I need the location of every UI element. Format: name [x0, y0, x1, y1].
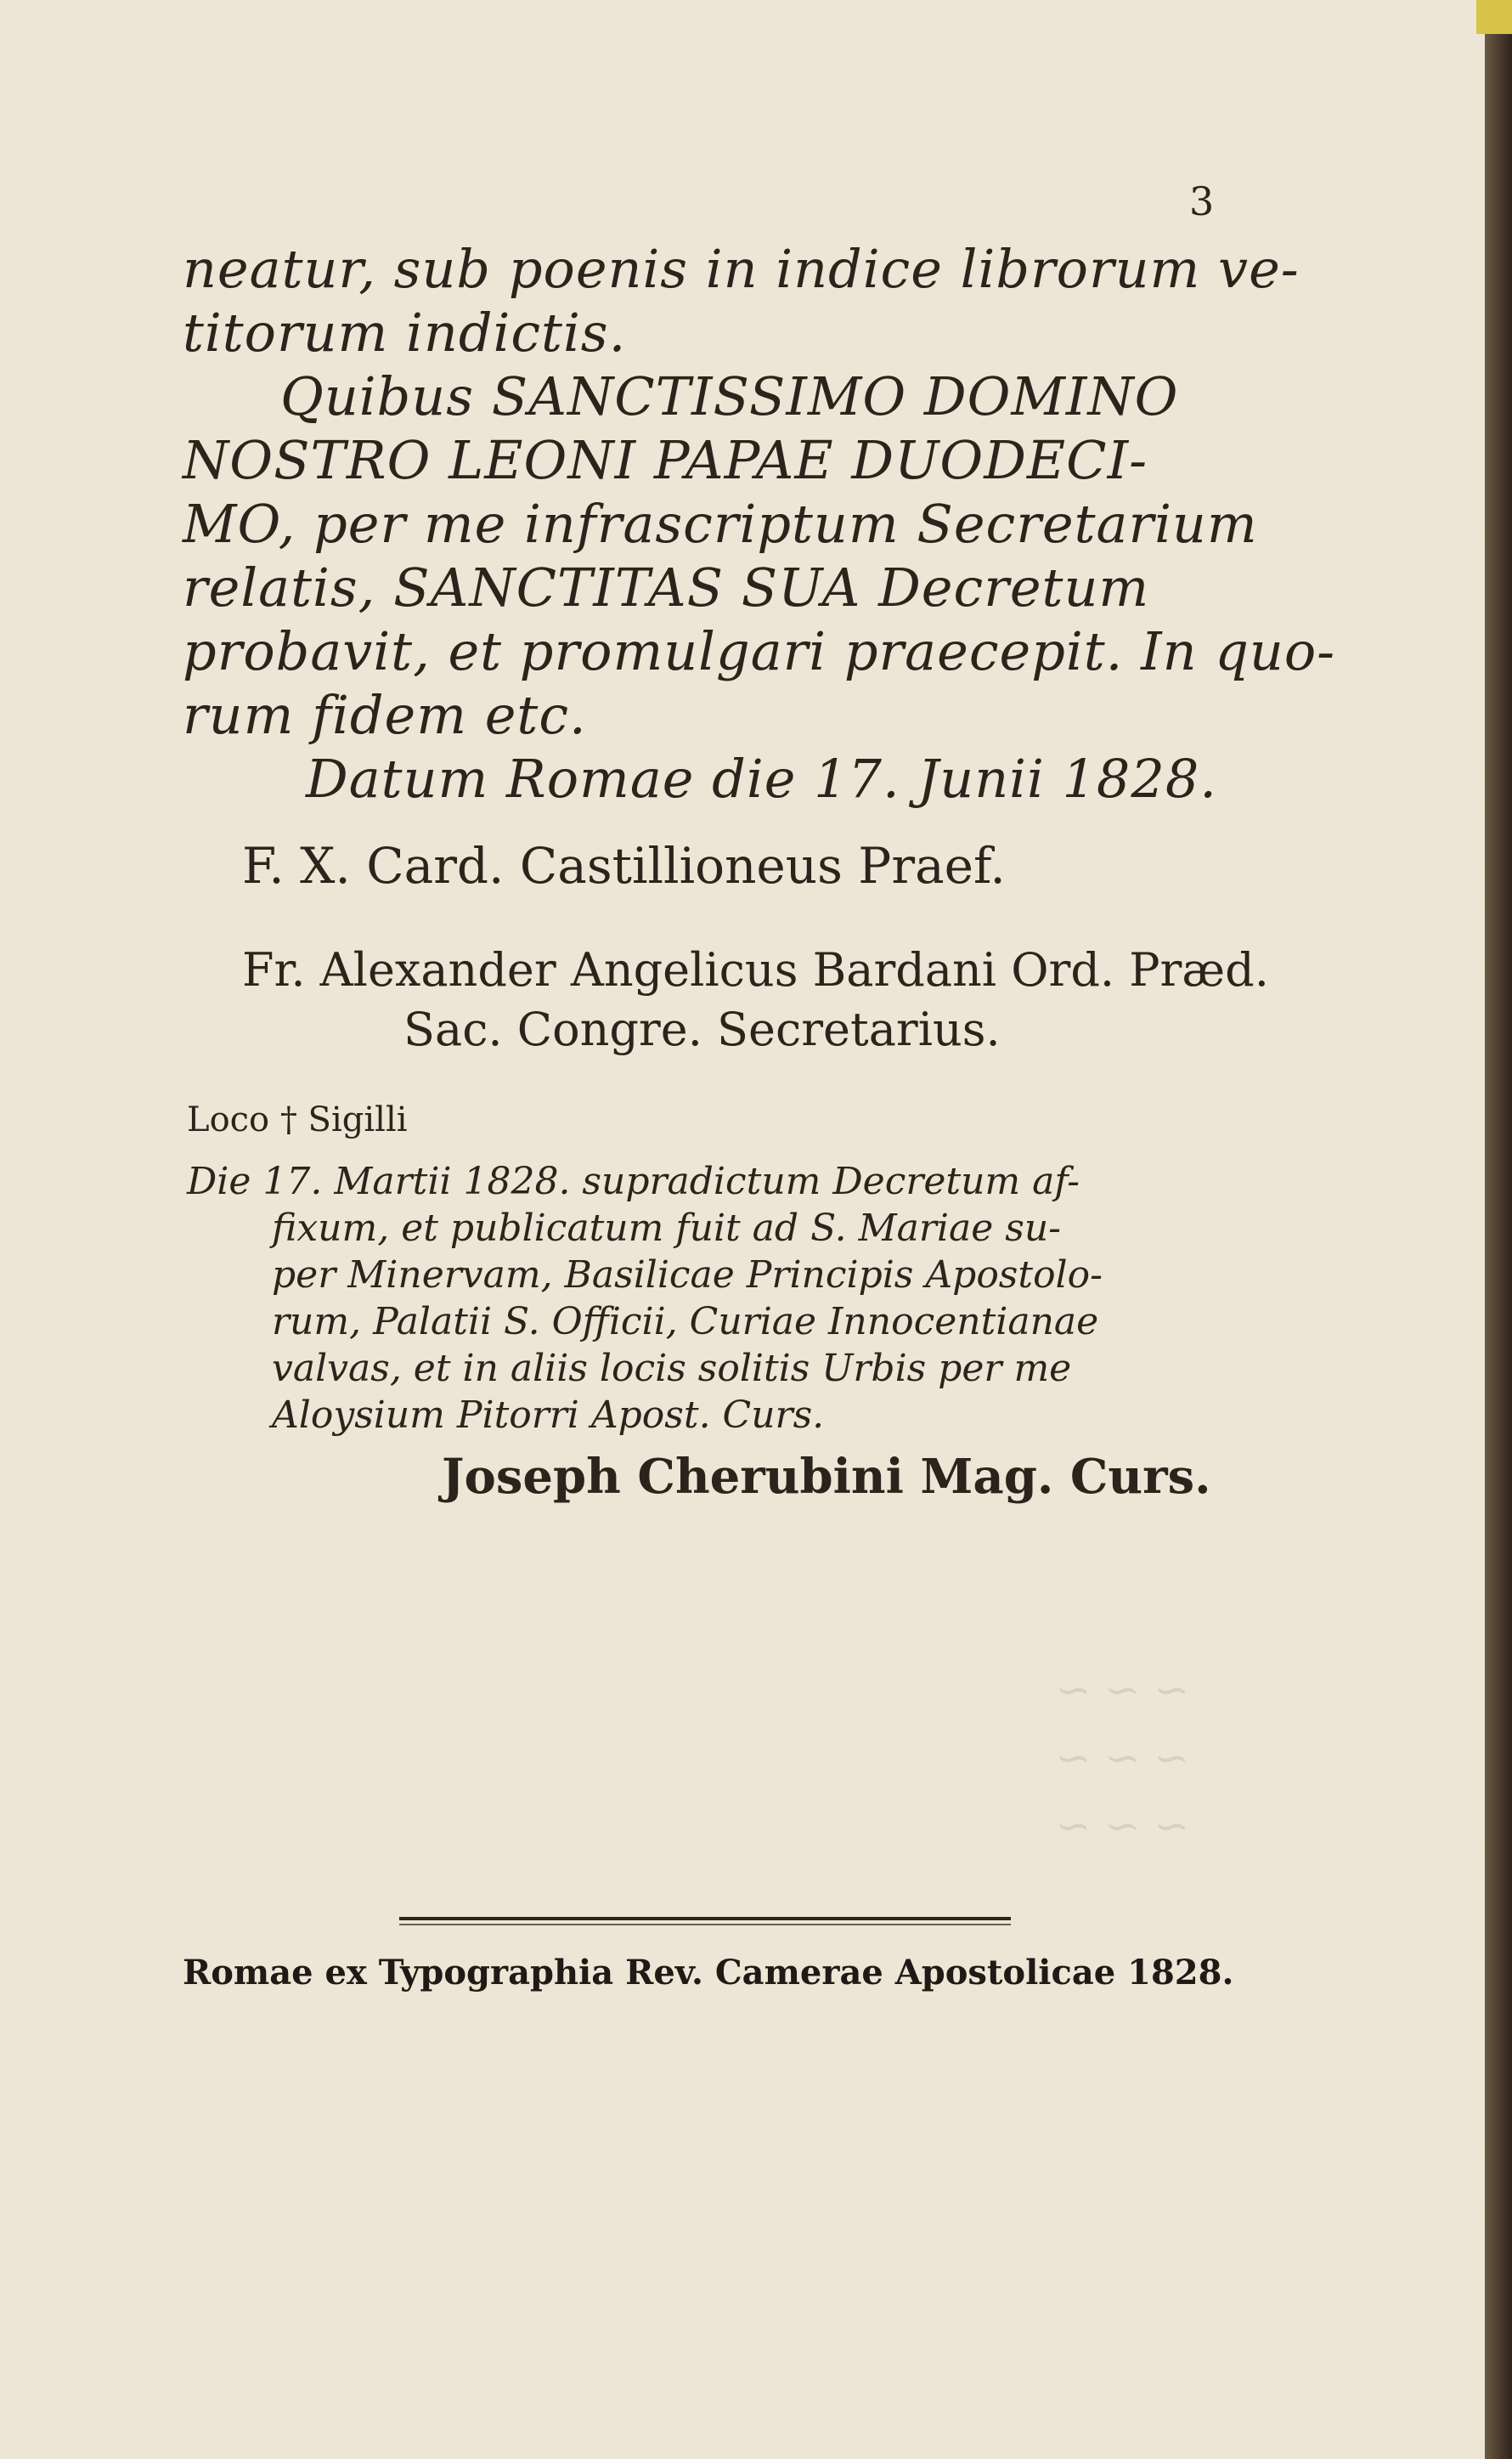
cursor-signature: Joseph Cherubini Mag. Curs.	[442, 1449, 1211, 1505]
prefect-signature: F. X. Card. Castillioneus Praef.	[242, 837, 1006, 895]
decree-line-4: NOSTRO LEONI PAPAE DUODECI-	[183, 429, 1148, 491]
imprint: Romae ex Typographia Rev. Camerae Apostolicae 1828.	[183, 1953, 1234, 1993]
bleed-through-text: ~ ~ ~	[1055, 1665, 1189, 1715]
note-line-5: valvas, et in aliis locis solitis Urbis per me	[272, 1347, 1072, 1390]
note-line-1: Die 17. Martii 1828. supradictum Decretum af-	[187, 1160, 1080, 1203]
secretary-signature: Fr. Alexander Angelicus Bardani Ord. Præd.	[242, 943, 1269, 997]
decree-line-3: Quibus SANCTISSIMO DOMINO	[280, 365, 1179, 427]
page-edge	[1485, 0, 1512, 2459]
imprint-rule	[399, 1917, 1011, 1920]
note-line-2: fixum, et publicatum fuit ad S. Mariae su-	[272, 1207, 1062, 1250]
note-line-3: per Minervam, Basilicae Principis Apostolo-	[272, 1253, 1103, 1297]
decree-line-6: relatis, SANCTITAS SUA Decretum	[183, 557, 1150, 619]
bleed-through-text: ~ ~ ~	[1055, 1801, 1189, 1851]
page-number: 3	[1189, 178, 1215, 224]
note-line-6: Aloysium Pitorri Apost. Curs.	[272, 1393, 825, 1437]
bleed-through-text: ~ ~ ~	[1055, 1733, 1189, 1783]
decree-line-7: probavit, et promulgari praecepit. In quo-	[183, 620, 1336, 682]
secretary-title: Sac. Congre. Secretarius.	[403, 1003, 1001, 1056]
imprint-rule-thin	[399, 1924, 1011, 1925]
decree-line-1: neatur, sub poenis in indice librorum ve-	[183, 238, 1300, 300]
decree-line-2: titorum indictis.	[183, 302, 627, 364]
page-corner	[1476, 0, 1512, 34]
decree-line-8: rum fidem etc.	[183, 684, 587, 746]
decree-date: Datum Romae die 17. Junii 1828.	[306, 748, 1217, 810]
decree-line-5: MO, per me infrascriptum Secretarium	[183, 493, 1258, 555]
note-line-4: rum, Palatii S. Officii, Curiae Innocentianae	[272, 1300, 1099, 1343]
seal-placeholder: Loco † Sigilli	[187, 1100, 408, 1139]
